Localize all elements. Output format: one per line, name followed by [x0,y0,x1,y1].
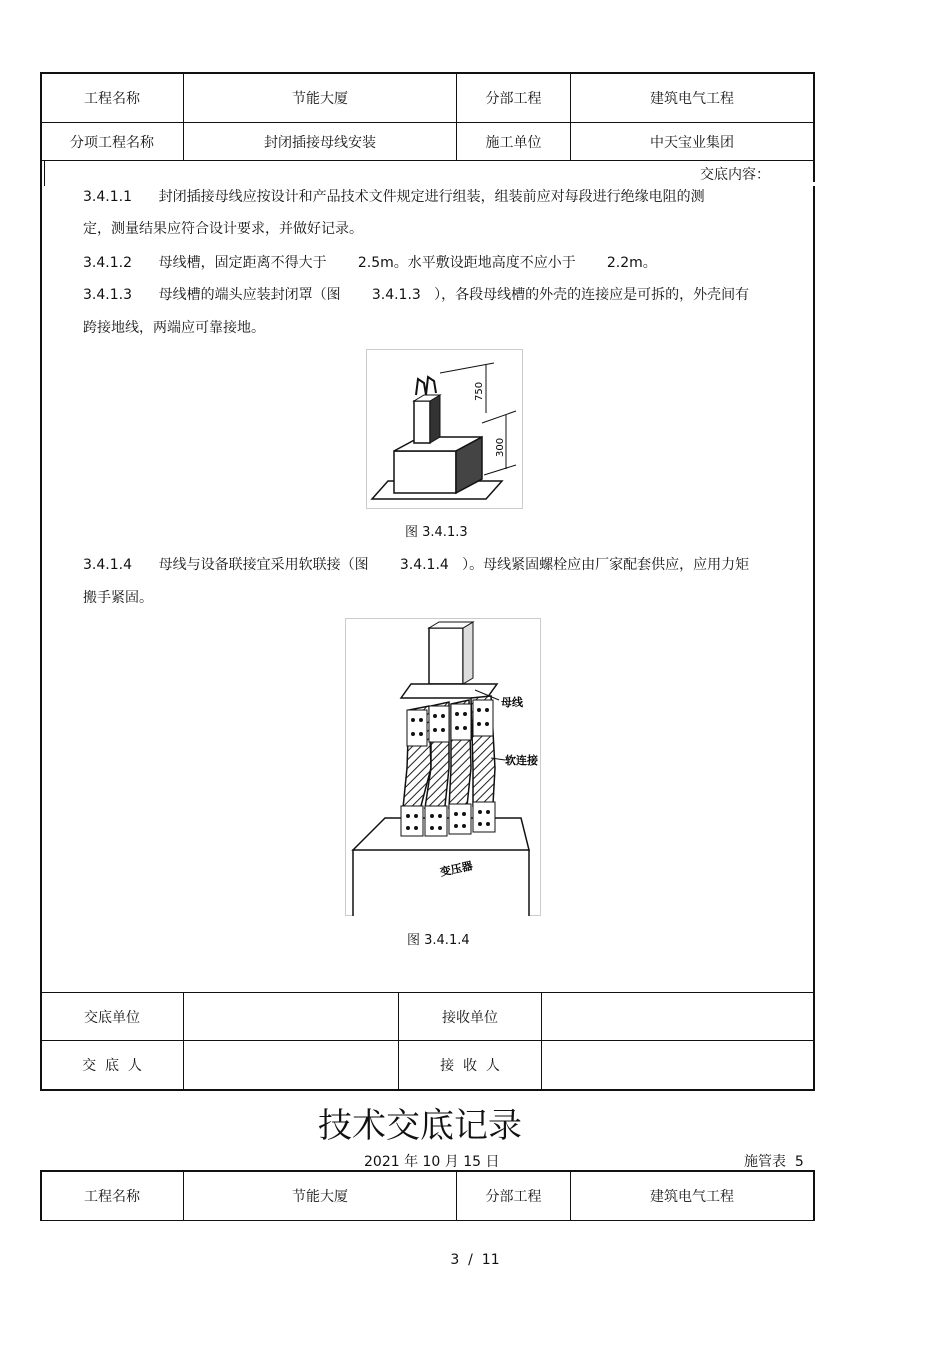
paragraph-line: 3.4.1.1 封闭插接母线应按设计和产品技术文件规定进行组装，组装前应对每段进行绝缘电阻的测 [83,189,705,205]
form-number: 施管表 5 [744,1154,804,1170]
label-project-name: 工程名称 [84,1188,140,1205]
record-title: 技术交底记录 [318,1106,522,1146]
label-subitem: 分项工程名称 [70,134,154,151]
page-number: 3 / 11 [450,1252,500,1268]
figure-caption: 图 3.4.1.4 [407,933,470,948]
label-division: 分部工程 [485,90,542,107]
paragraph-line: 3.4.1.3 母线槽的端头应装封闭罩（图 3.4.1.3 ），各段母线槽的外壳的连接应是可拆的，外壳间有 [83,287,750,303]
figure-soft-connection [345,618,541,916]
paragraph-line: 3.4.1.4 母线与设备联接宜采用软联接（图 3.4.1.4 ）。母线紧固螺栓应由厂家配套供应，应用力矩 [83,557,750,573]
content-label: 交底内容： [700,167,770,183]
figure-caption: 图 3.4.1.3 [405,525,468,540]
value-handover-unit[interactable] [184,993,398,1040]
figure-busbar-end-cover [366,349,523,509]
label-handover-person: 交 底 人 [82,1058,142,1074]
value-subitem: 封闭插接母线安装 [264,134,376,151]
label-handover-unit: 交底单位 [84,1009,140,1026]
paragraph-line: 搬手紧固。 [83,590,153,606]
value-project-name: 节能大厦 [292,1188,348,1205]
label-transformer: 变压器 [438,859,474,879]
label-soft-connection: 软连接 [505,754,538,767]
paragraph-line: 跨接地线，两端应可靠接地。 [83,320,265,336]
label-receiving-unit: 接收单位 [442,1009,498,1026]
paragraph-line: 3.4.1.2 母线槽，固定距离不得大于 2.5m。水平敷设距地高度不应小于 2.2m。 [83,255,657,271]
label-contractor: 施工单位 [485,134,542,151]
dimension-300: 300 [495,437,506,457]
dimension-750: 750 [474,381,485,401]
record-date: 2021 年 10 月 15 日 [364,1154,500,1170]
value-receiver[interactable] [542,1041,813,1089]
value-project-name: 节能大厦 [292,90,348,107]
value-division: 建筑电气工程 [650,90,734,107]
label-busbar: 母线 [501,696,523,709]
label-division: 分部工程 [485,1188,542,1205]
value-receiving-unit[interactable] [542,993,813,1040]
value-handover-person[interactable] [184,1041,398,1089]
label-project-name: 工程名称 [84,90,140,107]
value-contractor: 中天宝业集团 [650,134,734,151]
paragraph-line: 定，测量结果应符合设计要求，并做好记录。 [83,221,363,237]
label-receiver: 接 收 人 [440,1058,500,1074]
value-division: 建筑电气工程 [650,1188,734,1205]
